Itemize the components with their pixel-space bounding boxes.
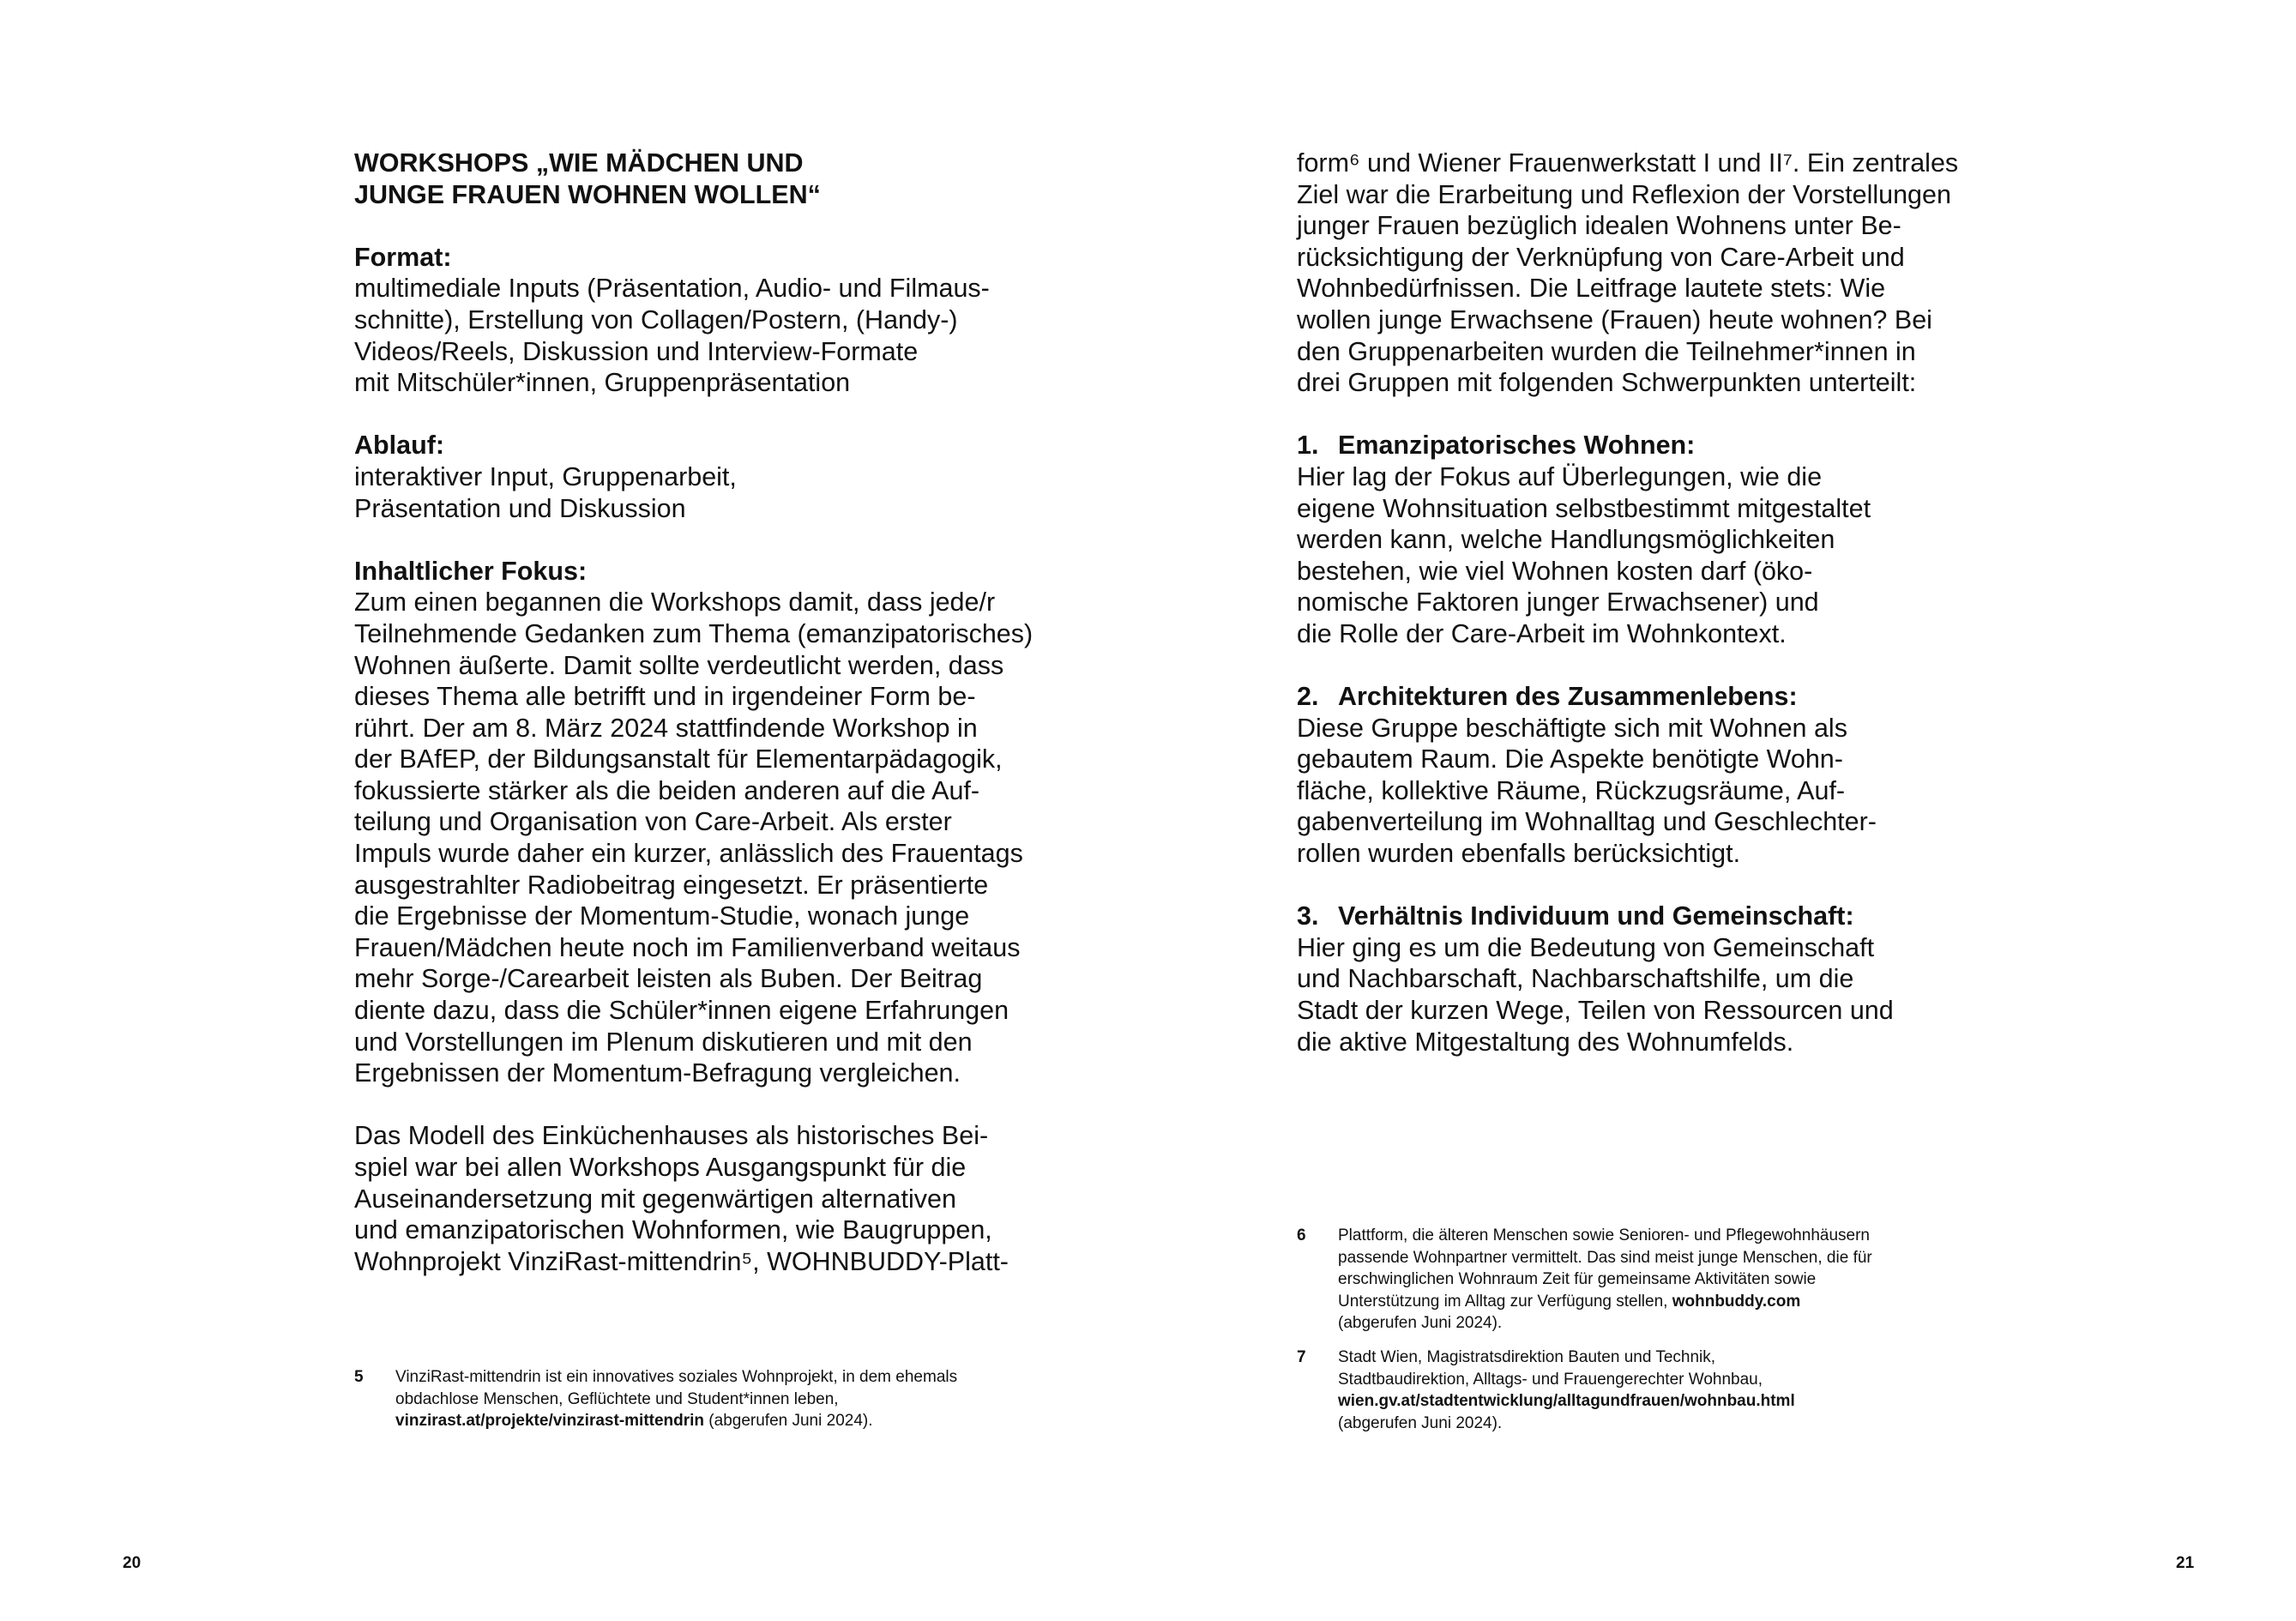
group-line: gabenverteilung im Wohnalltag und Geschlechter-: [1297, 807, 1877, 837]
group-line: eigene Wohnsituation selbstbestimmt mitgestaltet: [1297, 493, 1871, 523]
fokus-line: teilung und Organisation von Care-Arbeit. Als erster: [354, 807, 952, 837]
paragraph-line: Wohnprojekt VinziRast-mittendrin⁵, WOHNBUDDY-Platt-: [354, 1246, 1009, 1276]
footnote-line: Plattform, die älteren Menschen sowie Senioren- und Pflegewohnhäusern: [1338, 1226, 1870, 1244]
ablauf-heading: Ablauf:: [354, 431, 445, 461]
intro-line: form⁶ und Wiener Frauenwerkstatt I und II⁷. Ein zentrales: [1297, 148, 1959, 178]
paragraph-line: Auseinandersetzung mit gegenwärtigen alternativen: [354, 1184, 956, 1214]
footnote-number: 6: [1297, 1226, 1306, 1244]
group-line: Diese Gruppe beschäftigte sich mit Wohnen als: [1297, 713, 1847, 743]
footnote-6: [1297, 1225, 2069, 1341]
group-line: und Nachbarschaft, Nachbarschaftshilfe, um die: [1297, 964, 1854, 994]
footnote-body: [1338, 1225, 1872, 1335]
format-line: schnitte), Erstellung von Collagen/Postern, (Handy-): [354, 304, 958, 334]
group-line: Stadt der kurzen Wege, Teilen von Ressourcen und: [1297, 996, 1894, 1026]
footnote-link[interactable]: wien.gv.at/stadtentwicklung/alltagundfrauen/wohnbau.html: [1338, 1392, 1795, 1410]
fokus-line: Wohnen äußerte. Damit sollte verdeutlicht werden, dass: [354, 650, 1004, 680]
footnote-accessed: (abgerufen Juni 2024).: [1338, 1413, 1503, 1432]
footnote-number: 5: [354, 1368, 364, 1386]
footnote-accessed: (abgerufen Juni 2024).: [704, 1412, 873, 1430]
intro-line: den Gruppenarbeiten wurden die Teilnehmer*innen in: [1297, 336, 1916, 366]
group-number: 1.: [1297, 431, 1319, 461]
intro-line: wollen junge Erwachsene (Frauen) heute wohnen? Bei: [1297, 304, 1932, 334]
intro-line: rücksichtigung der Verknüpfung von Care-Arbeit und: [1297, 242, 1905, 272]
section-title-line-2: JUNGE FRAUEN WOHNEN WOLLEN“: [354, 179, 821, 209]
format-line: mit Mitschüler*innen, Gruppenpräsentation: [354, 368, 851, 398]
ablauf-line: interaktiver Input, Gruppenarbeit,: [354, 461, 737, 491]
footnote-number: 7: [1297, 1348, 1306, 1366]
group-title-text: Verhältnis Individuum und Gemeinschaft:: [1338, 901, 1854, 931]
fokus-line: rührt. Der am 8. März 2024 stattfindende Workshop in: [354, 713, 978, 743]
right-column: [1297, 148, 1983, 1058]
group-number: 3.: [1297, 901, 1319, 931]
footnote-line: [395, 1410, 957, 1432]
footnote-line: Stadtbaudirektion, Alltags- und Frauengerechter Wohnbau,: [1338, 1370, 1763, 1389]
right-page: [1148, 0, 2296, 1621]
fokus-line: mehr Sorge-/Carearbeit leisten als Buben. Der Beitrag: [354, 964, 983, 994]
fokus-line: Teilnehmende Gedanken zum Thema (emanzipatorisches): [354, 618, 1034, 648]
fokus-line: Zum einen begannen die Workshops damit, dass jede/r: [354, 588, 996, 618]
group-3-title: [1297, 901, 1983, 932]
group-1-title: [1297, 430, 1983, 461]
footnote-line: erschwinglichen Wohnraum Zeit für gemeinsame Aktivitäten sowie: [1338, 1270, 1817, 1288]
group-line: gebautem Raum. Die Aspekte benötigte Wohn-: [1297, 744, 1843, 774]
group-line: rollen wurden ebenfalls berücksichtigt.: [1297, 839, 1741, 869]
format-line: multimediale Inputs (Präsentation, Audio- und Filmaus-: [354, 274, 990, 304]
group-line: Hier ging es um die Bedeutung von Gemeinschaft: [1297, 932, 1875, 962]
left-column: [354, 148, 1040, 1277]
page-number: 20: [123, 1554, 142, 1572]
fokus-line: der BAfEP, der Bildungsanstalt für Elementarpädagogik,: [354, 744, 1003, 774]
paragraph-line: und emanzipatorischen Wohnformen, wie Baugruppen,: [354, 1215, 992, 1245]
fokus-line: fokussierte stärker als die beiden anderen auf die Auf-: [354, 775, 980, 805]
section-title-line-1: WORKSHOPS „WIE MÄDCHEN UND: [354, 148, 804, 178]
footnote-link[interactable]: vinzirast.at/projekte/vinzirast-mittendrin: [395, 1412, 705, 1430]
fokus-line: dieses Thema alle betrifft und in irgendeiner Form be-: [354, 682, 976, 712]
footnote-line: obdachlose Menschen, Geflüchtete und Student*innen leben,: [395, 1389, 839, 1408]
fokus-line: diente dazu, dass die Schüler*innen eigene Erfahrungen: [354, 996, 1009, 1026]
footnote-line: passende Wohnpartner vermittelt. Das sind meist junge Menschen, die für: [1338, 1248, 1872, 1267]
group-line: Hier lag der Fokus auf Überlegungen, wie die: [1297, 461, 1823, 491]
fokus-heading: Inhaltlicher Fokus:: [354, 556, 588, 586]
group-line: fläche, kollektive Räume, Rückzugsräume, Auf-: [1297, 775, 1846, 805]
footnote-7: [1297, 1347, 2069, 1441]
fokus-line: ausgestrahlter Radiobeitrag eingesetzt. Er präsentierte: [354, 870, 989, 900]
group-2-title: [1297, 681, 1983, 713]
intro-line: Wohnbedürfnissen. Die Leitfrage lautete stets: Wie: [1297, 274, 1886, 304]
footnote-text: Unterstützung im Alltag zur Verfügung stellen,: [1338, 1292, 1672, 1311]
group-number: 2.: [1297, 682, 1319, 712]
format-line: Videos/Reels, Diskussion und Interview-Formate: [354, 336, 919, 366]
ablauf-line: Präsentation und Diskussion: [354, 493, 686, 523]
paragraph-line: spiel war bei allen Workshops Ausgangspunkt für die: [354, 1153, 967, 1182]
intro-line: Ziel war die Erarbeitung und Reflexion der Vorstellungen: [1297, 179, 1951, 209]
group-line: die Rolle der Care-Arbeit im Wohnkontext.: [1297, 618, 1787, 648]
footnote-line: VinziRast-mittendrin ist ein innovatives soziales Wohnprojekt, in dem ehemals: [395, 1368, 958, 1386]
group-line: werden kann, welche Handlungsmöglichkeiten: [1297, 525, 1835, 555]
footnote-body: [395, 1366, 957, 1432]
group-line: bestehen, wie viel Wohnen kosten darf (öko-: [1297, 556, 1813, 586]
group-line: nomische Faktoren junger Erwachsener) und: [1297, 588, 1819, 618]
intro-line: junger Frauen bezüglich idealen Wohnens unter Be-: [1297, 211, 1901, 241]
footnote-accessed: (abgerufen Juni 2024).: [1338, 1314, 1503, 1332]
footnote-body: [1338, 1347, 1795, 1434]
paragraph-line: Das Modell des Einküchenhauses als historisches Bei-: [354, 1121, 989, 1151]
group-line: die aktive Mitgestaltung des Wohnumfelds.: [1297, 1027, 1794, 1057]
footnote-line: [1338, 1390, 1795, 1413]
footnote-link[interactable]: wohnbuddy.com: [1672, 1292, 1801, 1311]
footnote-line: Stadt Wien, Magistratsdirektion Bauten und Technik,: [1338, 1348, 1716, 1366]
fokus-line: die Ergebnisse der Momentum-Studie, wonach junge: [354, 901, 970, 931]
page-number: 21: [2176, 1554, 2195, 1572]
fokus-line: Impuls wurde daher ein kurzer, anlässlich des Frauentags: [354, 839, 1023, 869]
fokus-line: und Vorstellungen im Plenum diskutieren und mit den: [354, 1027, 973, 1057]
intro-line: drei Gruppen mit folgenden Schwerpunkten unterteilt:: [1297, 368, 1917, 398]
footnote-5: [354, 1366, 1040, 1461]
group-title-text: Architekturen des Zusammenlebens:: [1338, 682, 1798, 712]
fokus-line: Ergebnissen der Momentum-Befragung vergleichen.: [354, 1058, 961, 1088]
group-title-text: Emanzipatorisches Wohnen:: [1338, 431, 1696, 461]
footnote-line: [1338, 1291, 1872, 1313]
format-heading: Format:: [354, 242, 452, 272]
fokus-line: Frauen/Mädchen heute noch im Familienverband weitaus: [354, 932, 1021, 962]
